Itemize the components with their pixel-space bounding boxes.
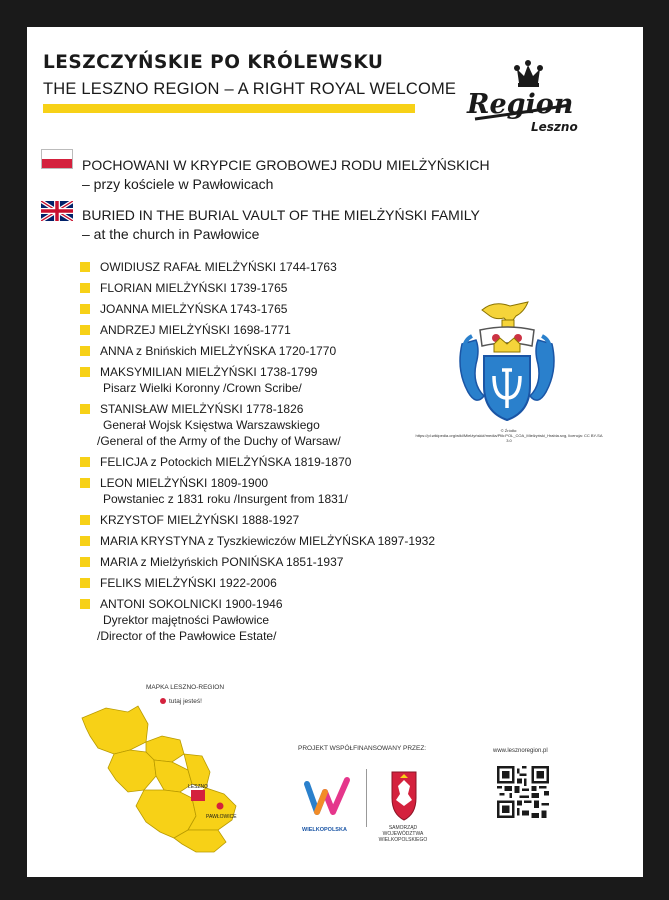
- cofinancing-label: PROJEKT WSPÓŁFINANSOWANY PRZEZ:: [298, 745, 427, 752]
- list-item: LEON MIELŻYŃSKI 1809-1900 Powstaniec z 1831 roku /Insurgent from 1831/: [80, 475, 500, 507]
- bullet-square-icon: [80, 404, 90, 414]
- list-item: STANISŁAW MIELŻYŃSKI 1778-1826 Generał Wojsk Księstwa Warszawskiego /General of the Army of the Duchy of Warsaw/: [80, 401, 500, 449]
- list-item: FELIKS MIELŻYŃSKI 1922-2006: [80, 575, 500, 591]
- list-item: MARIA z Mielżyńskich PONIŃSKA 1851-1937: [80, 554, 500, 570]
- map-title: MAPKA LESZNO-REGION: [146, 684, 225, 691]
- bullet-square-icon: [80, 578, 90, 588]
- heading-polish-line2: – przy kościele w Pawłowicach: [82, 176, 274, 192]
- leszno-city-marker: [191, 790, 205, 801]
- bullet-square-icon: [80, 325, 90, 335]
- red-dot-icon: [160, 698, 166, 704]
- voivodeship-coat-icon: [380, 766, 428, 826]
- heading-english-line2: – at the church in Pawłowice: [82, 226, 260, 242]
- list-item: MARIA KRYSTYNA z Tyszkiewiczów MIELŻYŃSKA 1897-1932: [80, 533, 500, 549]
- logo-divider: [366, 769, 367, 827]
- bullet-square-icon: [80, 478, 90, 488]
- bullet-square-icon: [80, 557, 90, 567]
- location-marker-icon: [217, 803, 224, 810]
- bullet-square-icon: [80, 515, 90, 525]
- map-label-leszno: LESZNO: [188, 784, 209, 790]
- title-underline: [43, 104, 415, 113]
- heading-english-line1: BURIED IN THE BURIAL VAULT OF THE MIELŻYŃSKI FAMILY: [82, 207, 480, 223]
- map-legend: tutaj jesteś!: [160, 698, 202, 705]
- list-item: FELICJA z Potockich MIELŻYŃSKA 1819-1870: [80, 454, 500, 470]
- bullet-square-icon: [80, 457, 90, 467]
- list-item: ANTONI SOKOLNICKI 1900-1946 Dyrektor majętności Pawłowice /Director of the Pawłowice Estate/: [80, 596, 500, 644]
- list-item: FLORIAN MIELŻYŃSKI 1739-1765: [80, 280, 500, 296]
- burial-list: [80, 259, 500, 649]
- list-item: ANNA z Bnińskich MIELŻYŃSKA 1720-1770: [80, 343, 500, 359]
- title-english: THE LESZNO REGION – A RIGHT ROYAL WELCOME: [43, 80, 457, 98]
- polish-flag-icon: [41, 149, 73, 169]
- coat-of-arms-icon: [454, 300, 560, 424]
- region-leszno-logo: [465, 47, 585, 137]
- list-item: MAKSYMILIAN MIELŻYŃSKI 1738-1799 Pisarz Wielki Koronny /Crown Scribe/: [80, 364, 500, 396]
- heading-polish: [82, 156, 490, 194]
- map-regions: [82, 706, 236, 852]
- bullet-square-icon: [80, 283, 90, 293]
- heading-english: [82, 206, 480, 244]
- list-item: JOANNA MIELŻYŃSKA 1743-1765: [80, 301, 500, 317]
- list-item: KRZYSTOF MIELŻYŃSKI 1888-1927: [80, 512, 500, 528]
- voivodeship-label: SAMORZĄD WOJEWÓDZTWA WIELKOPOLSKIEGO: [378, 825, 428, 843]
- image-source-caption: © Źródło: https://pl.wikipedia.org/wiki/Mielżyński#/media/Plik:POL_COA_Mielżyński_Hrabia.svg, licencja: CC BY-SA 3.0: [415, 428, 603, 443]
- heading-polish-line1: POCHOWANI W KRYPCIE GROBOWEJ RODU MIELŻYŃSKICH: [82, 157, 490, 173]
- title-polish: LESZCZYŃSKIE PO KRÓLEWSKU: [43, 52, 384, 73]
- bullet-square-icon: [80, 346, 90, 356]
- logo-text: Region: [467, 89, 574, 120]
- logo-subtext: Leszno: [531, 120, 578, 134]
- region-map: [50, 680, 270, 860]
- bullet-square-icon: [80, 367, 90, 377]
- qr-code-icon: [497, 766, 549, 818]
- bullet-square-icon: [80, 304, 90, 314]
- list-item: OWIDIUSZ RAFAŁ MIELŻYŃSKI 1744-1763: [80, 259, 500, 275]
- bullet-square-icon: [80, 599, 90, 609]
- uk-flag-icon: [41, 201, 73, 221]
- crown-icon: [514, 60, 543, 87]
- map-label-pawlowice: PAWŁOWICE: [206, 814, 237, 820]
- wielkopolska-label: WIELKOPOLSKA: [302, 827, 347, 833]
- bullet-square-icon: [80, 536, 90, 546]
- bullet-square-icon: [80, 262, 90, 272]
- website-url: www.lesznoregion.pl: [493, 748, 548, 754]
- list-item: ANDRZEJ MIELŻYŃSKI 1698-1771: [80, 322, 500, 338]
- wielkopolska-logo: [303, 768, 351, 828]
